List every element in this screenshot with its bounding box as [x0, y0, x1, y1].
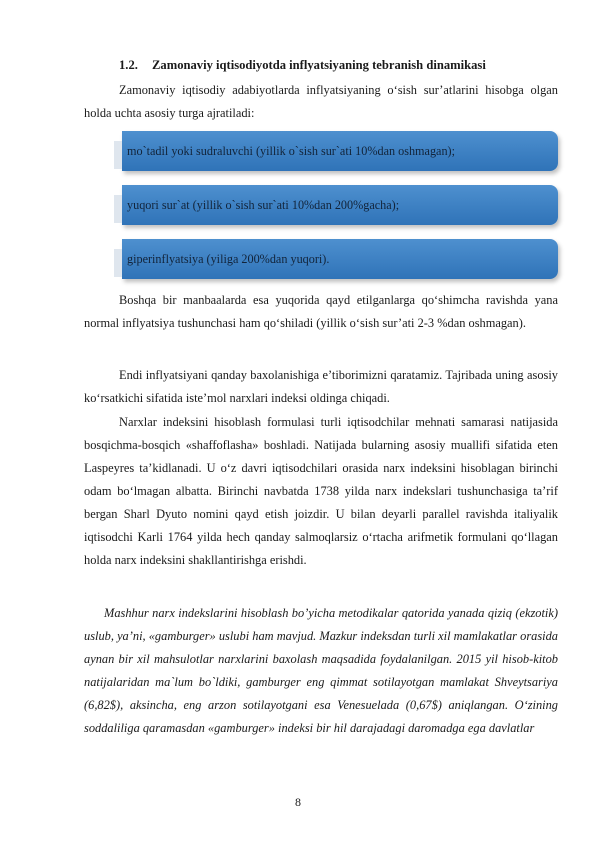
page-number: 8: [295, 795, 301, 809]
inflation-type-box: [122, 131, 558, 171]
body-paragraph: Boshqa bir manbaalarda esa yuqorida qayd etilganlarga qo‘shimcha ravishda yana normal inflyatsiya tushunchasi ham qo‘shiladi (yillik o‘sish sur’ati 2-3 %dan oshmagan).: [84, 293, 558, 330]
inflation-type-box: [122, 185, 558, 225]
body-paragraph: Narxlar indeksini hisoblash formulasi turli iqtisodchilar mehnati samarasi natijasida bosqichma-bosqich «shaffoflasha» boshladi. Natijada bularning asosiy muallifi sifatida eten Laspeyres ta’kidlanadi. U o‘z davri iqtisodchilari orasida narx indeksini hisoblagan birinchi odam bo‘lmagan albatta. Birinchi navbatda 1738 yilda narx indekslari tushunchasiga ta’rif bergan Sharl Dyuto nomini qayd etish joizdir. U bilan deyarli parallel ravishda italiyalik iqtisodchi Karli 1764 yilda hech qanday salmoqlarsiz o‘rtacha arifmetik formulani qo‘llagan holda narx indeksini shakllantirishga erishdi.: [84, 415, 558, 567]
body-paragraph: Endi inflyatsiyani qanday baxolanishiga e’tiborimizni qaratamiz. Tajribada uning asosiy ko‘rsatkichi sifatida iste’mol narxlari indeksi oldinga chiqadi.: [84, 368, 558, 405]
body-paragraph-italic: Mashhur narx indekslarini hisoblash bo’yicha metodikalar qatorida yanada qiziq (ekzotik) uslub, ya’ni, «gamburger» uslubi ham mavjud. Mazkur indeksdan turli xil mamlakatlar orasida aynan bir xil mahsulotlar narxlarini baxolash maqsadida foydalanilgan. 2015 yil hisob-kitob natijalaridan ma`lum bo`ldiki, gamburger eng qimmat sotilayotgan mamlakat Shveytsariya (6,82$), aksincha, eng arzon sotilayotgani esa Venesuelada (0,67$) aniqlangan. O‘zining soddaliliga qaramasdan «gamburger» indeksi bir hil darajadagi daromadga ega davlatlar: [84, 606, 558, 735]
section-number: 1.2.: [119, 58, 138, 72]
section-title: Zamonaviy iqtisodiyotda inflyatsiyaning tebranish dinamikasi: [152, 58, 486, 72]
intro-paragraph: Zamonaviy iqtisodiy adabiyotlarda inflyatsiyaning o‘sish sur’atlarini hisobga olgan holda uchta asosiy turga ajratiladi:: [84, 83, 558, 120]
inflation-type-text: giperinflyatsiya (yiliga 200%dan yuqori).: [127, 252, 330, 266]
inflation-type-box: [122, 239, 558, 279]
section-heading: [119, 58, 486, 73]
inflation-type-text: yuqori sur`at (yillik o`sish sur`ati 10%dan 200%gacha);: [127, 198, 400, 212]
inflation-type-text: mo`tadil yoki sudraluvchi (yillik o`sish sur`ati 10%dan oshmagan);: [127, 144, 455, 158]
